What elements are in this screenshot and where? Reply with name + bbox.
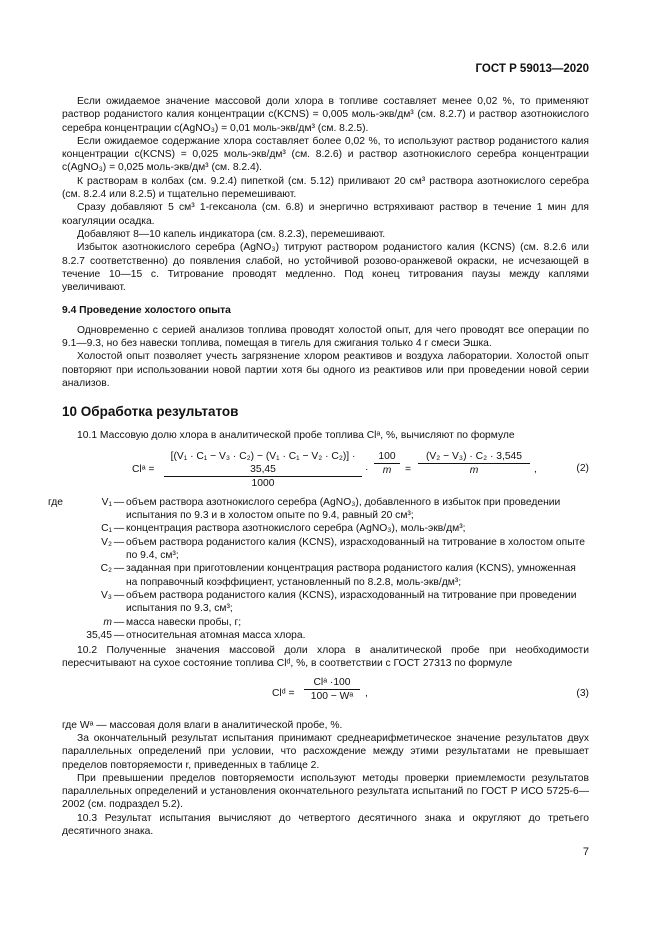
definition-dash: — — [113, 589, 125, 601]
formula-denominator: 100 − Wᵃ — [304, 689, 360, 703]
definition-symbol: m — [103, 616, 112, 628]
formula-lhs: Clᵈ = — [272, 687, 295, 699]
definition-text: объем раствора роданистого калия (KCNS), израсходованный на титрование при проведении испытания по 9.3, см³; — [126, 589, 577, 615]
section-heading-10: 10 Обработка результатов — [62, 404, 239, 420]
definition-dash: — — [113, 536, 125, 548]
definition-symbol: V₂ — [101, 536, 112, 548]
definition-dash: — — [113, 616, 125, 628]
formula-denominator: m — [374, 463, 400, 477]
formula-lhs: Clᵃ = — [132, 463, 155, 475]
paragraph: Холостой опыт позволяет учесть загрязнение хлором реактивов и воздуха лаборатории. Холостой опыт повторяют при использовании новой партии хотя бы одного из реактивов или при проведении новой серии анализов. — [62, 351, 589, 389]
formula-number: (2) — [576, 462, 589, 474]
definition-row — [62, 562, 589, 589]
formula-2 — [62, 446, 589, 494]
paragraph: 10.1 Массовую долю хлора в аналитической пробе топлива Clᵃ, %, вычисляют по формуле — [77, 429, 515, 441]
formula-tail: , — [365, 687, 368, 699]
definition-text: масса навески пробы, г; — [126, 616, 242, 628]
formula-operator: · — [365, 463, 369, 475]
definition-dash: — — [113, 496, 125, 508]
where-label: где — [48, 496, 64, 508]
definition-symbol: V₁ — [101, 496, 112, 508]
definition-row — [62, 589, 589, 616]
definition-dash: — — [113, 523, 125, 535]
formula-numerator: [(V₁ · C₁ − V₃ · C₂) − (V₁ · C₁ − V₂ · C₂)] · 35,45 — [170, 450, 356, 476]
definition-symbol: 35,45 — [86, 629, 112, 641]
definition-row — [62, 536, 589, 563]
definition-row — [62, 616, 589, 629]
definition-symbol: C₁ — [101, 523, 112, 535]
page-number: 7 — [582, 846, 589, 858]
formula-fraction — [304, 676, 360, 704]
formula-number: (3) — [576, 687, 589, 699]
formula-tail: , — [534, 463, 537, 475]
definition-row — [62, 629, 589, 642]
paragraph: При превышении пределов повторяемости используют методы проверки приемлемости результатов параллельных определений и установления окончательного результата испытаний по ГОСТ Р ИСО 5725-6—2002 (см. подраздел 5.2). — [62, 772, 589, 811]
definition-symbol: C₂ — [100, 563, 112, 575]
formula-fraction-1 — [164, 450, 362, 491]
formula-numerator: 100 — [378, 450, 396, 462]
formula-3 — [62, 675, 589, 715]
variable-definitions — [48, 496, 589, 642]
formula-equals: = — [405, 463, 412, 475]
page-header: ГОСТ Р 59013—2020 — [475, 63, 589, 75]
definition-row — [48, 496, 589, 523]
formula-denominator: m — [418, 463, 530, 477]
paragraph: Сразу добавляют 5 см³ 1-гексанола (см. 6.8) и энергично встряхивают раствор в течение 1 мин для коагуляции осадка. — [62, 202, 589, 227]
paragraph: Если ожидаемое содержание хлора составляет более 0,02 %, то используют раствор роданистого калия концентрации c(KCNS) = 0,025 моль-экв/дм³ (см. 8.2.6) и раствор азотнокислого серебра концентрации c(AgNO₃) = 0,025 моль-экв/дм³ (см. 8.2.4). — [62, 135, 589, 174]
page-content — [48, 95, 589, 838]
section-heading-9-4: 9.4 Проведение холостого опыта — [62, 305, 231, 317]
paragraph: К растворам в колбах (см. 9.2.4) пипеткой (см. 5.12) приливают 20 см³ раствора азотнокислого серебра (см. 8.2.4 или 8.2.5) и тщательно перемешивают. — [62, 175, 589, 201]
formula-numerator: (V₂ − V₃) · C₂ · 3,545 — [425, 450, 523, 462]
paragraph: Одновременно с серией анализов топлива проводят холостой опыт, для чего проводят все операции по 9.1—9.3, но без навески топлива, помещая в тигель для сжигания только 4 г смеси Эшка. — [62, 324, 589, 350]
definition-text: концентрация раствора азотнокислого серебра (AgNO₃), моль-экв/дм³; — [126, 523, 466, 535]
paragraph: Добавляют 8—10 капель индикатора (см. 8.2.3), перемешивают. — [77, 228, 386, 240]
definition-dash: — — [113, 563, 125, 575]
definition-symbol: V₃ — [100, 589, 112, 601]
paragraph: Избыток азотнокислого серебра (AgNO₃) титруют раствором роданистого калия (KCNS) (см. 8.2.6 или 8.2.7 соответственно) до появления слабой, но устойчивой розово-оранжевой окраски, не исчезающей в течение 10—15 с. Титрование проводят медленно. Под конец титрования паузы между каплями увеличивают. — [62, 242, 589, 294]
definition-text: объем раствора роданистого калия (KCNS), израсходованный на титрование в холостом опыте по 9.4, см³; — [126, 536, 585, 562]
definition-text: относительная атомная масса хлора. — [126, 629, 306, 641]
formula-denominator: 1000 — [164, 476, 362, 490]
paragraph: Если ожидаемое значение массовой доли хлора в топливе составляет менее 0,02 %, то применяют раствор роданистого калия концентрации c(KCNS) = 0,005 моль-экв/дм³ (см. 8.2.7) и раствор азотнокислого серебра концентрации c(AgNO₃) = 0,01 моль-экв/дм³ (см. 8.2.5). — [62, 96, 589, 134]
formula-fraction-3 — [418, 450, 530, 478]
formula-fraction-2 — [374, 450, 400, 478]
definition-text: объем раствора азотнокислого серебра (AgNO₃), добавленного в избыток при проведении испытания по 9.3 и в холостом опыте по 9.4, равный 20 см³; — [126, 496, 561, 522]
formula-numerator: Clᵃ ·100 — [313, 676, 351, 688]
paragraph: где Wᵃ — массовая доля влаги в аналитической пробе, %. — [62, 719, 343, 731]
definition-row — [62, 522, 589, 535]
definition-text: заданная при приготовлении концентрация раствора роданистого калия (KCNS), умноженная на поправочный коэффициент, установленный по 8.2.8, моль-экв/дм³; — [126, 563, 576, 588]
paragraph: За окончательный результат испытания принимают среднеарифметическое значение результатов двух параллельных определений при условии, что расхождение между этими результатами не превышает пределов повторяемости r, приведенных в таблице 2. — [62, 732, 589, 771]
paragraph: 10.2 Полученные значения массовой доли хлора в аналитической пробе при необходимости пересчитывают на сухое состояние топлива Clᵈ, %, в соответствии с ГОСТ 27313 по формуле — [62, 645, 589, 670]
definition-dash: — — [113, 629, 125, 641]
paragraph: 10.3 Результат испытания вычисляют до четвертого десятичного знака и округляют до третьего десятичного знака. — [62, 812, 589, 838]
